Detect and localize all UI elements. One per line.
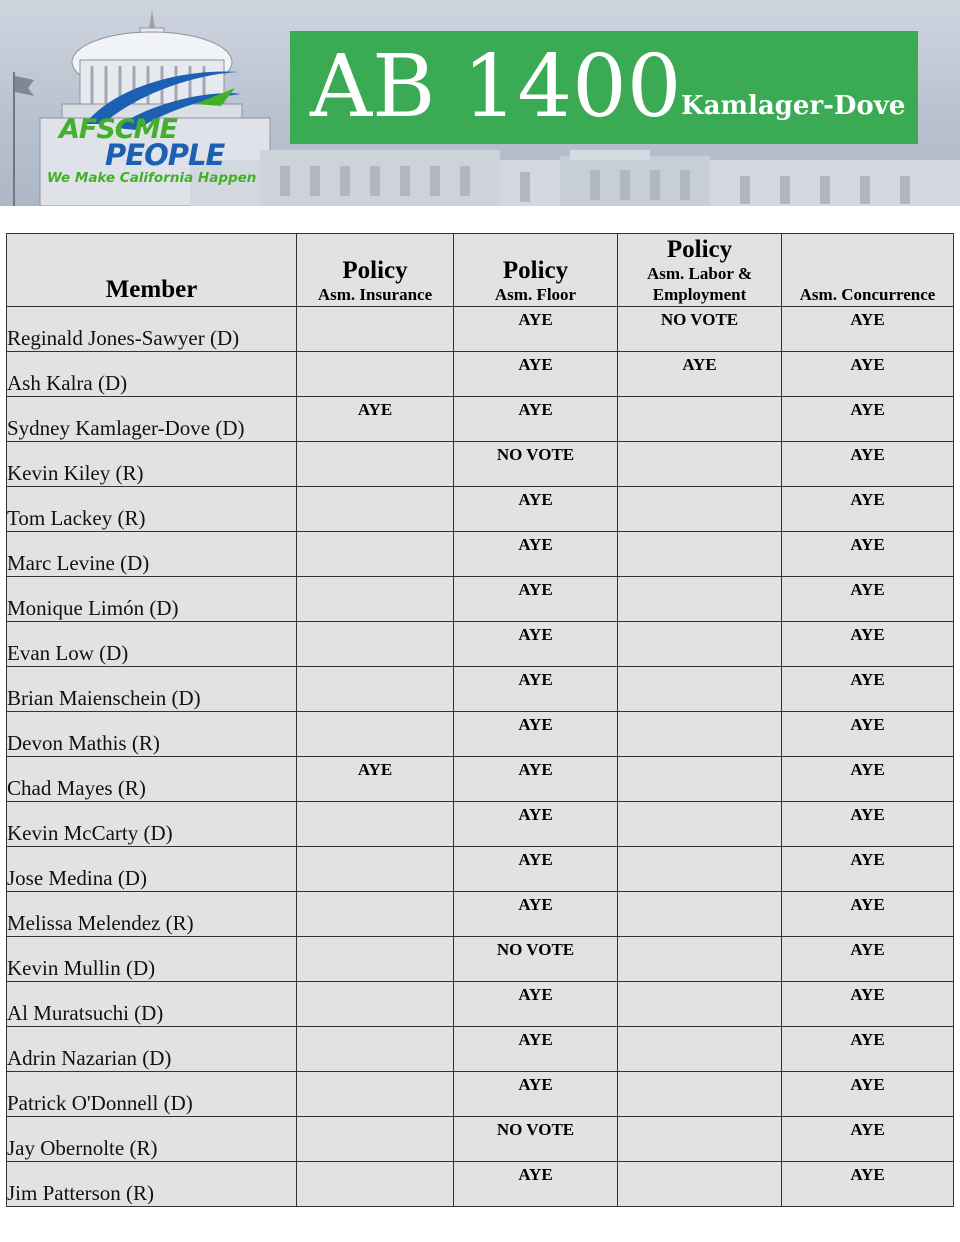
column-header-labor: Policy Asm. Labor & Employment xyxy=(618,234,782,307)
vote-floor-cell: AYE xyxy=(454,352,618,397)
vote-concurrence-cell: AYE xyxy=(782,577,954,622)
table-row xyxy=(7,532,954,577)
table-row xyxy=(7,1162,954,1207)
bill-title-box xyxy=(290,31,918,144)
table-header-row xyxy=(7,234,954,307)
vote-insurance-cell xyxy=(297,802,454,847)
vote-insurance-cell xyxy=(297,1027,454,1072)
member-name: Jim Patterson (R) xyxy=(7,1162,297,1207)
vote-floor-cell: AYE xyxy=(454,532,618,577)
table-row xyxy=(7,1117,954,1162)
vote-floor-cell: NO VOTE xyxy=(454,442,618,487)
vote-labor-cell xyxy=(618,892,782,937)
vote-concurrence-cell: AYE xyxy=(782,352,954,397)
vote-floor-cell: AYE xyxy=(454,847,618,892)
vote-floor-cell: AYE xyxy=(454,487,618,532)
vote-concurrence-cell: AYE xyxy=(782,712,954,757)
vote-concurrence-cell: AYE xyxy=(782,442,954,487)
table-row xyxy=(7,757,954,802)
vote-concurrence-cell: AYE xyxy=(782,532,954,577)
member-name: Patrick O'Donnell (D) xyxy=(7,1072,297,1117)
member-name: Chad Mayes (R) xyxy=(7,757,297,802)
member-name: Jay Obernolte (R) xyxy=(7,1117,297,1162)
header-banner xyxy=(0,0,960,206)
member-name: Kevin Mullin (D) xyxy=(7,937,297,982)
table-row xyxy=(7,847,954,892)
member-name: Al Muratsuchi (D) xyxy=(7,982,297,1027)
vote-floor-cell: AYE xyxy=(454,802,618,847)
vote-insurance-cell xyxy=(297,667,454,712)
vote-floor-cell: AYE xyxy=(454,307,618,352)
member-name: Kevin McCarty (D) xyxy=(7,802,297,847)
vote-labor-cell xyxy=(618,937,782,982)
vote-concurrence-cell: AYE xyxy=(782,757,954,802)
member-name: Tom Lackey (R) xyxy=(7,487,297,532)
logo-people-text: PEOPLE xyxy=(105,138,225,172)
table-row xyxy=(7,982,954,1027)
afscme-people-logo xyxy=(45,66,275,192)
logo-afscme-text: AFSCME xyxy=(59,114,177,145)
vote-labor-cell xyxy=(618,442,782,487)
table-row xyxy=(7,397,954,442)
table-row xyxy=(7,622,954,667)
vote-floor-cell: AYE xyxy=(454,712,618,757)
member-name: Monique Limón (D) xyxy=(7,577,297,622)
vote-labor-cell xyxy=(618,757,782,802)
vote-labor-cell xyxy=(618,532,782,577)
vote-concurrence-cell: AYE xyxy=(782,397,954,442)
table-row xyxy=(7,667,954,712)
vote-floor-cell: NO VOTE xyxy=(454,1117,618,1162)
table-row xyxy=(7,802,954,847)
table-row xyxy=(7,937,954,982)
vote-labor-cell xyxy=(618,487,782,532)
vote-labor-cell xyxy=(618,847,782,892)
vote-labor-cell xyxy=(618,397,782,442)
member-name: Ash Kalra (D) xyxy=(7,352,297,397)
vote-insurance-cell xyxy=(297,982,454,1027)
vote-labor-cell: AYE xyxy=(618,352,782,397)
vote-concurrence-cell: AYE xyxy=(782,1117,954,1162)
vote-labor-cell xyxy=(618,1072,782,1117)
member-name: Devon Mathis (R) xyxy=(7,712,297,757)
member-name: Melissa Melendez (R) xyxy=(7,892,297,937)
vote-insurance-cell xyxy=(297,1117,454,1162)
vote-concurrence-cell: AYE xyxy=(782,1162,954,1207)
vote-labor-cell xyxy=(618,802,782,847)
vote-table xyxy=(6,233,954,1207)
vote-labor-cell xyxy=(618,982,782,1027)
table-row xyxy=(7,352,954,397)
vote-insurance-cell xyxy=(297,442,454,487)
vote-insurance-cell xyxy=(297,847,454,892)
vote-insurance-cell xyxy=(297,712,454,757)
table-row xyxy=(7,1027,954,1072)
vote-floor-cell: AYE xyxy=(454,577,618,622)
vote-insurance-cell xyxy=(297,307,454,352)
vote-insurance-cell xyxy=(297,1072,454,1117)
vote-table-body xyxy=(7,307,954,1207)
table-row xyxy=(7,577,954,622)
vote-concurrence-cell: AYE xyxy=(782,667,954,712)
column-header-concurrence: Asm. Concurrence xyxy=(782,234,954,307)
member-name: Sydney Kamlager-Dove (D) xyxy=(7,397,297,442)
vote-concurrence-cell: AYE xyxy=(782,892,954,937)
vote-concurrence-cell: AYE xyxy=(782,622,954,667)
vote-floor-cell: AYE xyxy=(454,757,618,802)
member-name: Evan Low (D) xyxy=(7,622,297,667)
vote-floor-cell: AYE xyxy=(454,622,618,667)
vote-concurrence-cell: AYE xyxy=(782,982,954,1027)
vote-insurance-cell xyxy=(297,577,454,622)
member-name: Marc Levine (D) xyxy=(7,532,297,577)
vote-insurance-cell xyxy=(297,937,454,982)
vote-concurrence-cell: AYE xyxy=(782,847,954,892)
vote-labor-cell: NO VOTE xyxy=(618,307,782,352)
table-row xyxy=(7,712,954,757)
vote-insurance-cell xyxy=(297,532,454,577)
member-name: Reginald Jones-Sawyer (D) xyxy=(7,307,297,352)
table-row xyxy=(7,892,954,937)
vote-labor-cell xyxy=(618,1162,782,1207)
vote-concurrence-cell: AYE xyxy=(782,802,954,847)
vote-labor-cell xyxy=(618,712,782,757)
table-row xyxy=(7,487,954,532)
vote-concurrence-cell: AYE xyxy=(782,487,954,532)
vote-concurrence-cell: AYE xyxy=(782,1072,954,1117)
vote-floor-cell: AYE xyxy=(454,1162,618,1207)
member-name: Adrin Nazarian (D) xyxy=(7,1027,297,1072)
column-header-insurance: Policy Asm. Insurance xyxy=(297,234,454,307)
bill-author: Kamlager-Dove xyxy=(681,91,906,121)
member-name: Brian Maienschein (D) xyxy=(7,667,297,712)
vote-floor-cell: NO VOTE xyxy=(454,937,618,982)
vote-floor-cell: AYE xyxy=(454,1072,618,1117)
vote-insurance-cell xyxy=(297,487,454,532)
vote-labor-cell xyxy=(618,622,782,667)
vote-floor-cell: AYE xyxy=(454,667,618,712)
vote-concurrence-cell: AYE xyxy=(782,307,954,352)
vote-insurance-cell xyxy=(297,892,454,937)
vote-concurrence-cell: AYE xyxy=(782,1027,954,1072)
vote-floor-cell: AYE xyxy=(454,982,618,1027)
vote-labor-cell xyxy=(618,1027,782,1072)
member-name: Kevin Kiley (R) xyxy=(7,442,297,487)
vote-floor-cell: AYE xyxy=(454,397,618,442)
vote-insurance-cell xyxy=(297,1162,454,1207)
vote-insurance-cell: AYE xyxy=(297,757,454,802)
vote-labor-cell xyxy=(618,577,782,622)
column-header-member: Member xyxy=(7,234,297,307)
vote-floor-cell: AYE xyxy=(454,892,618,937)
vote-floor-cell: AYE xyxy=(454,1027,618,1072)
table-row xyxy=(7,307,954,352)
table-row xyxy=(7,442,954,487)
vote-labor-cell xyxy=(618,1117,782,1162)
vote-insurance-cell xyxy=(297,352,454,397)
column-header-floor: Policy Asm. Floor xyxy=(454,234,618,307)
vote-insurance-cell xyxy=(297,622,454,667)
bill-number: AB 1400 xyxy=(310,37,682,137)
vote-labor-cell xyxy=(618,667,782,712)
member-name: Jose Medina (D) xyxy=(7,847,297,892)
vote-insurance-cell: AYE xyxy=(297,397,454,442)
logo-tagline: We Make California Happen xyxy=(47,170,257,186)
vote-concurrence-cell: AYE xyxy=(782,937,954,982)
table-row xyxy=(7,1072,954,1117)
